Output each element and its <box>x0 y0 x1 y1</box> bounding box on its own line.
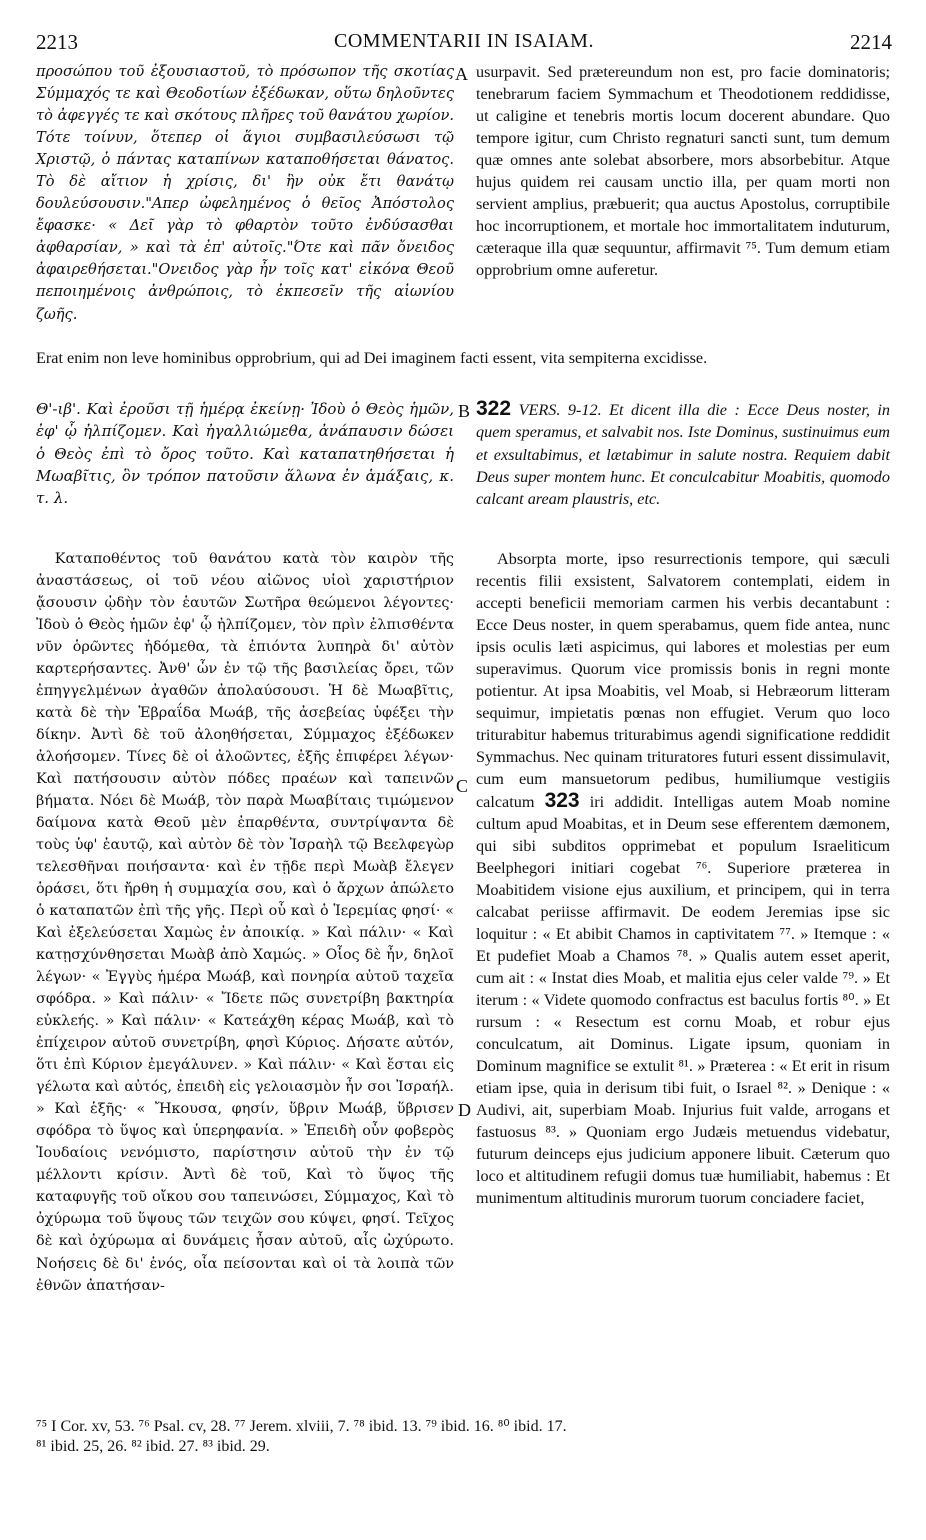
latin-column-main <box>476 548 890 1209</box>
greek-column-main <box>36 548 454 1297</box>
column-number-322: 322 <box>476 397 512 420</box>
column-number-323: 323 <box>544 789 580 813</box>
latin-verse-text: VERS. 9-12. Et dicent illa die : Ecce Deus noster, in quem speramus, et salvabit nos. Iste Dominus, sustinuimus eum et exsultabimus, et lætabimur in salute nostra. Requiem dabit Deus super montem hunc. Et conculcabitur Moabitis, quomodo calcant aream plaustris, etc. <box>476 401 890 509</box>
margin-mark-b: B <box>458 401 471 421</box>
full-width-line <box>36 347 890 369</box>
footnotes <box>36 1417 890 1457</box>
footnote-line-1: ⁷⁵ I Cor. xv, 53. ⁷⁶ Psal. cv, 28. ⁷⁷ Jerem. xlviii, 7. ⁷⁸ ibid. 13. ⁷⁹ ibid. 16. ⁸⁰ ibid. 17. <box>36 1418 567 1435</box>
running-title: COMMENTARII IN ISAIAM. <box>334 30 594 52</box>
greek-paragraph-top: προσώπου τοῦ ἐξουσιαστοῦ, τὸ πρόσωπον τῆς σκοτίας Σύμμαχός τε καὶ Θεοδοτίων ἐξέδωκαν, οὕτω δηλοῦντες τὸ ἀφεγγές τε καὶ σκότους πλῆρες τοῦ θανάτου χωρίον. Τότε τοίνυν, ὅτεπερ οἱ ἅγιοι συμβασιλεύσωσι τῷ Χριστῷ, ὁ πάντας καταπίνων καταποθήσεται θάνατος. Τὸ δὲ αἴτιον ἡ χρίσις, δι' ἣν οὐκ ἔτι θανάτῳ δουλεύσουσιν."Απερ ὠφελημένος ὁ θεῖος Ἀπόστολος ἔφασκε· « Δεῖ γὰρ τὸ φθαρτὸν τοῦτο ἐνδύσασθαι ἀφθαρσίαν, » καὶ τὰ ἐπ' αὐτοῖς."Ότε καὶ πᾶν ὄνειδος ἀφαιρεθήσεται."Ονειδος γὰρ ἦν τοῖς κατ' εἰκόνα Θεοῦ πεποιημένοις ἀνθρώποις, τὸ ἐκπεσεῖν τῆς αἰωνίου ζωῆς. <box>36 63 454 323</box>
latin-paragraph-main-b: iri addidit. Intelligas autem Moab nomine cultum apud Moabitas, et in Deum sese efferentem dæmonem, qui sibi subditos opprimebat et populum Israeliticum Beelphegori initiari cogebat ⁷⁶. Superiore præterea in Moabitidem visione ejus auxilium, et principem, qui in terra calcabat periisse affirmavit. De eodem Jeremias ipse sic loquitur : « Et abibit Chamos in captivitatem ⁷⁷. » Itemque : « Et pudefiet Moab a Chamos ⁷⁸. » Qualis autem esset aperit, cum ait : « Instat dies Moab, et malitia ejus celer valde ⁷⁹. » Et iterum : « Videte quomodo confractus est baculus fortis ⁸⁰. » Et rursum : « Resectum est cornu Moab, et robur ejus conculcatum, ait Dominus. Ligate ipsum, quoniam in Dominum magnifice se extulit ⁸¹. » Præterea : « Et erit in risum etiam ipse, quia in derisum tibi fuit, o Israel ⁸². » Denique : « Audivi, ait, superbiam Moab. Injurius fuit valde, arrogans et fastuosus ⁸³. » Quoniam ergo Judæis metuendus videbatur, futurum deinceps ejus judicium apponere libuit. Cæterum quo loco et altitudinem refugii domus tuæ humiliabit, habemus : Et munimentum altitudinis murorum tuorum conciadere faciet, <box>476 793 891 1208</box>
greek-verse-block <box>36 398 454 509</box>
latin-verse-block <box>476 398 890 510</box>
margin-mark-d: D <box>458 1100 471 1120</box>
page-number-right: 2214 <box>850 30 892 54</box>
margin-mark-c: C <box>456 776 469 796</box>
latin-paragraph-top: usurpavit. Sed prætereundum non est, pro facie dominatoris; tenebrarum faciem Symmachum et Theodotionem reddidisse, ut caligine et tenebris mortis locum docerent abundare. Quo tempore igitur, cum Christo regnaturi sancti sunt, tum demum quæ omnes ante solebat absorbere, mors absorbebitur. Atque hujus quidem rei causam unctio illa, per quam morti non servient amplius, præbuerit; qua auctus Apostolus, corruptibile hoc incorruptionem, et mortale hoc immortalitatem induturum, cæteraque illa quæ sequuntur, affirmavit ⁷⁵. Tum demum etiam opprobrium omne auferetur. <box>476 63 890 280</box>
footnote-line-2: ⁸¹ ibid. 25, 26. ⁸² ibid. 27. ⁸³ ibid. 29. <box>36 1438 270 1455</box>
page-header <box>36 30 892 56</box>
greek-column-top <box>36 61 454 326</box>
full-width-text: Erat enim non leve hominibus opprobrium, qui ad Dei imaginem facti essent, vita sempiterna excidisse. <box>36 349 708 367</box>
greek-paragraph-main: Καταποθέντος τοῦ θανάτου κατὰ τὸν καιρὸν τῆς ἀναστάσεως, οἱ τοῦ νέου αἰῶνος υἱοὶ χαριστήριον ᾄσουσιν ᾠδὴν τὸν ἑαυτῶν Σωτῆρα θεώμενοι λέγοντες· Ἰδοὺ ὁ Θεὸς ἡμῶν ἐφ' ᾧ ἠλπίζομεν, τὸν πρὶν ἐλπισθέντα νῦν ὁρῶντες ἡδόμεθα, τὰ ἐπιόντα λυπηρὰ δι' αὐτὸν καρτερήσαντες. Ἀνθ' ὧν ἐν τῷ τῆς βασιλείας ὄρει, τῶν ἐπηγγελμένων ἀγαθῶν ἀπολαύσουσι. Ἡ δὲ Μωαβῖτις, κατὰ δὲ τὴν Ἑβραΐδα Μωάβ, τῆς ἀσεβείας ὑφέξει τὴν δίκην. Ἀντὶ δὲ τοῦ ἀλοηθήσεται, Σύμμαχος ἐξέδωκεν ἀλοήσομεν. Τίνες δὲ οἱ ἀλοῶντες, ἑξῆς ἐπιφέρει λέγων· Καὶ πατήσουσιν αὐτὸν πόδες πραέων καὶ ταπεινῶν βήματα. Νόει δὲ Μωάβ, τὸν παρὰ Μωαβίταις τιμώμενον δαίμονα κατὰ Θεοῦ μὲν ἐπαρθέντα, συντρίψαντα δὲ τοὺς ὑφ' ἑαυτῷ, καὶ αὐτὸν δὲ τὸν Ἰσραὴλ τῷ Βεελφεγὼρ τελεσθῆναι ποιήσαντα· καὶ ἐν τῇδε περὶ Μωὰβ ἔλεγεν ὁράσει, ὅτι ἤρθη ἡ συμμαχία σου, καὶ ὁ ἄρχων ἀπώλετο ὁ καταπατῶν ἐπὶ τῆς γῆς. Περὶ οὗ καὶ ὁ Ἱερεμίας φησί· « Καὶ ἐξελεύσεται Χαμὼς ἐν ἀποικίᾳ. » Καὶ πάλιν· « Καὶ κατῃσχύνθησεται Μωὰβ ἀπὸ Χαμώς. » Οἷος δὲ ἦν, δηλοῖ λέγων· « Ἐγγὺς ἡμέρα Μωάβ, καὶ πονηρία αὐτοῦ ταχεῖα σφόδρα. » Καὶ πάλιν· « Ἴδετε πῶς συνετρίβη βακτηρία εὐκλεής. » Καὶ πάλιν· « Κατεάχθη κέρας Μωάβ, καὶ τὸ ἐπίχειρον αὐτοῦ συνετρίβη, φησὶ Κύριος. Δήσατε αὐτόν, ὅτι ἐπὶ Κύριον ἐμεγάλυνεν. » Καὶ πάλιν· « Καὶ ἔσται εἰς γέλωτα καὶ αὐτός, ἐπειδὴ εἰς γελοιασμὸν ἦν σοι Ἰσραήλ. » Καὶ ἑξῆς· « Ἤκουσα, φησίν, ὕβριν Μωάβ, ὕβρισεν σφόδρα τὸ ὕψος καὶ ὑπερηφανία. » Ἐπειδὴ οὖν φοβερὸς Ἰουδαίοις νενόμιστο, παρίστησιν αὐτοῦ τὴν ἐν τῷ μέλλοντι κρίσιν. Ἀντὶ δὲ τοῦ, Καὶ τὸ ὕψος τῆς καταφυγῆς τοῦ οἴκου σου ταπεινώσει, Σύμμαχος, Καὶ τὸ ὀχύρωμα τοῦ ὕψους τῶν τειχῶν σου κύψει, φησί. Τεῖχος δὲ καὶ ὀχύρωμα αἱ δυνάμεις ἦσαν αὐτοῦ, αἷς ὠχύρωτο. Νοήσεις δὲ δι' ἑνός, οἷα πείσονται καὶ οἱ τὰ λοιπὰ τῶν ἐθνῶν ἀπατήσαν- <box>36 551 454 1294</box>
greek-verse-text: Θ'-ιβ'. Καὶ ἐροῦσι τῇ ἡμέρᾳ ἐκείνῃ· Ἰδοὺ ὁ Θεὸς ἡμῶν, ἐφ' ᾧ ἠλπίζομεν. Καὶ ἠγαλλιώμεθα, ἀνάπαυσιν δώσει ὁ Θεὸς ἐπὶ τὸ ὄρος τοῦτο. Καὶ καταπατηθήσεται ἡ Μωαβῖτις, ὃν τρόπον πατοῦσιν ἅλωνα ἐν ἁμάξαις, κ. τ. λ. <box>36 400 454 508</box>
latin-column-top <box>476 61 890 281</box>
latin-paragraph-main-a: Absorpta morte, ipso resurrectionis tempore, qui sæculi recentis filii exsistent, Salvatorem contemplati, eidem in accepti beneficii memoriam carmen his verbis decantabunt : Ecce Deus noster, in quem sperabamus, quem fide antea, nunc ipsis oculis læti aspicimus, qui labores et molestias per eum superavimus. Quorum vice promissis bonis in regni monte potientur. At ipsa Moabitis, vel Moab, si Hebræorum litteram sequimur, impietatis pœnas non effugiet. Verum quo loco triturabitur habemus triturabimus agendi significatione reddidit Symmachus. Nec quinam trituratores futuri essent dissimulavit, cum eum mansuetorum pedibus, humiliumque vestigiis calcatum <box>476 550 890 812</box>
page-number-left: 2213 <box>36 30 78 54</box>
margin-mark-a: A <box>455 64 468 84</box>
